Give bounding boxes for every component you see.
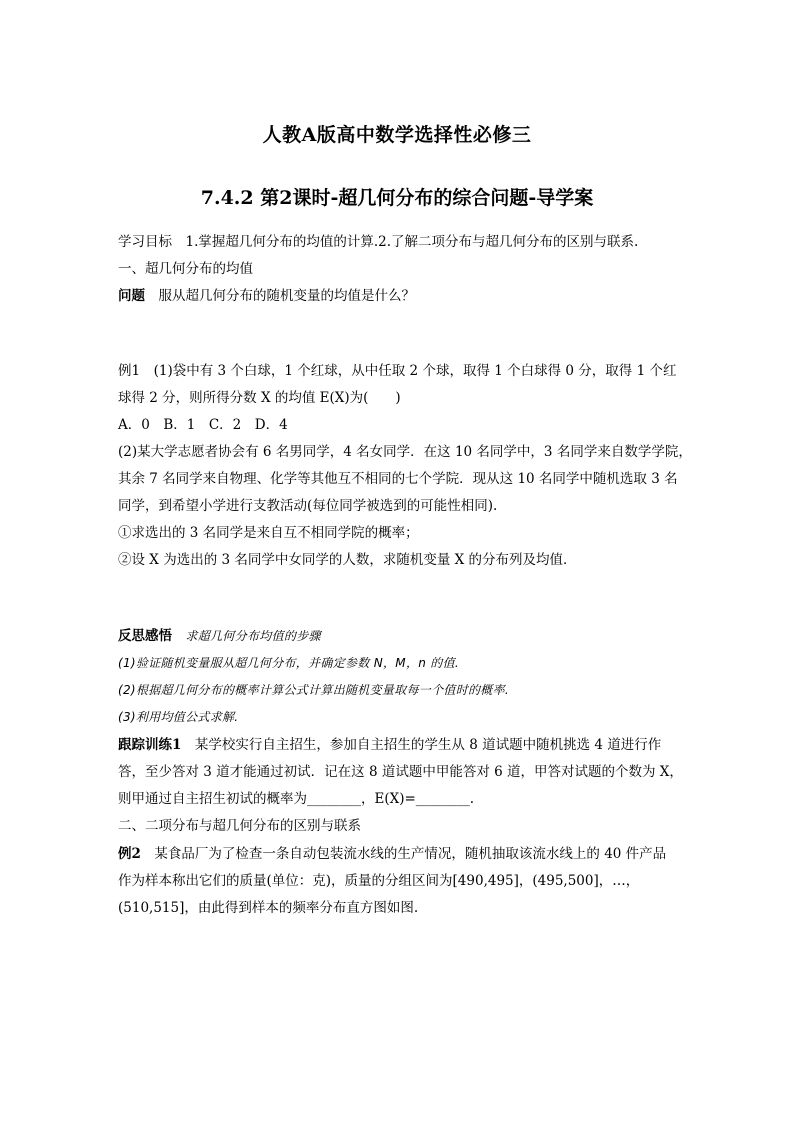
reflection-title: 求超几何分布均值的步骤 xyxy=(185,629,321,643)
example1-question2: ②设 X 为选出的 3 名同学中女同学的人数，求随机变量 X 的分布列及均值． xyxy=(118,552,577,568)
goal-text: 1.掌握超几何分布的均值的计算.2.了解二项分布与超几何分布的区别与联系. xyxy=(185,234,639,250)
reflection-label: 反思感悟 xyxy=(118,628,172,644)
practice1-line3: 则甲通过自主招生初试的概率为________，E(X)=________. xyxy=(118,791,475,807)
practice1-line1 xyxy=(118,736,661,754)
example1-text1: (1)袋中有 3 个白球，1 个红球，从中任取 2 个球，取得 1 个白球得 0 分，取得 1 个红 xyxy=(153,363,677,379)
practice1-text1: 某学校实行自主招生，参加自主招生的学生从 8 道试题中随机挑选 4 道进行作 xyxy=(194,737,662,753)
example2-line3: (510,515]，由此得到样本的频率分布直方图如图. xyxy=(118,900,419,916)
example1-question1: ①求选出的 3 名同学是来自互不相同学院的概率； xyxy=(118,525,419,541)
example2-text1: 某食品厂为了检查一条自动包装流水线的生产情况，随机抽取该流水线上的 40 件产品 xyxy=(154,846,667,862)
example2-label: 例2 xyxy=(118,846,141,862)
document-title: 人教A版高中数学选择性必修三 xyxy=(262,124,532,146)
reflection-step1: (1)验证随机变量服从超几何分布，并确定参数 N，M，n 的值. xyxy=(118,656,459,670)
question-label: 问题 xyxy=(118,288,145,304)
practice1-label: 跟踪训练1 xyxy=(118,737,182,753)
section-heading-1: 一、超几何分布的均值 xyxy=(118,261,253,277)
example1-part2-line2: 其余 7 名同学来自物理、化学等其他互不相同的七个学院．现从这 10 名同学中随机选取 3 名 xyxy=(118,471,678,487)
practice1-line2: 答，至少答对 3 道才能通过初试．记在这 8 道试题中甲能答对 6 道，甲答对试题的个数为 X， xyxy=(118,764,683,780)
example1-label: 例1 xyxy=(118,363,141,379)
reflection-step3: (3)利用均值公式求解. xyxy=(118,710,239,724)
section-heading-2: 二、二项分布与超几何分布的区别与联系 xyxy=(118,818,361,834)
question xyxy=(118,287,415,305)
learning-goals xyxy=(118,233,638,251)
example2-line2: 作为样本称出它们的质量(单位：克)，质量的分组区间为[490,495]，(495,500]，…， xyxy=(118,873,640,889)
example1-line2: 球得 2 分，则所得分数 X 的均值 E(X)为( ) xyxy=(118,390,401,406)
example1-options: A．0 B．1 C．2 D．4 xyxy=(118,417,288,433)
example1-line1 xyxy=(118,362,676,380)
goal-label: 学习目标 xyxy=(118,234,172,250)
question-text: 服从超几何分布的随机变量的均值是什么？ xyxy=(158,288,415,304)
reflection-step2: (2)根据超几何分布的概率计算公式计算出随机变量取每一个值时的概率. xyxy=(118,683,510,697)
example2-line1 xyxy=(118,845,666,863)
example1-part2-line1: (2)某大学志愿者协会有 6 名男同学，4 名女同学．在这 10 名同学中，3 名同学来自数学学院， xyxy=(118,444,692,460)
reflection-heading xyxy=(118,627,321,645)
example1-part2-line3: 同学，到希望小学进行支教活动(每位同学被选到的可能性相同). xyxy=(118,498,498,514)
lesson-title: 7.4.2 第2课时-超几何分布的综合问题-导学案 xyxy=(200,187,594,209)
